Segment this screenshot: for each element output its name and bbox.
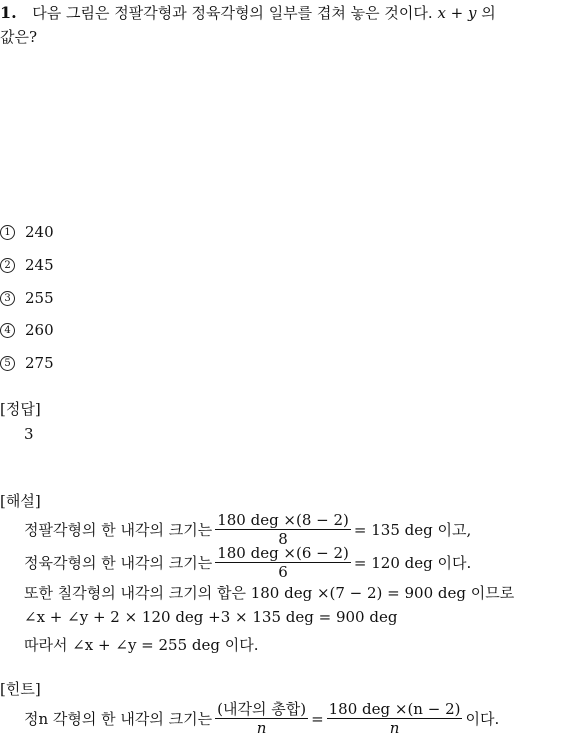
choice-mark: 5 — [0, 356, 15, 371]
hint-text: 정n 각형의 한 내각의 크기는 — [24, 710, 213, 728]
fraction-numerator: 180 deg ×(8 − 2) — [217, 511, 349, 529]
explanation-text: 정팔각형의 한 내각의 크기는 — [24, 521, 213, 539]
question-line-1 — [0, 2, 496, 23]
answer-heading: [정답] — [0, 400, 41, 418]
choice-5[interactable] — [0, 354, 54, 372]
fraction — [215, 700, 308, 737]
fraction — [215, 544, 351, 581]
explanation-line-3: 또한 칠각형의 내각의 크기의 합은 180 deg ×(7 − 2) = 900 deg 이므로 — [24, 584, 515, 602]
answer-value: 3 — [24, 425, 34, 443]
fraction-denominator: n — [256, 719, 267, 737]
explanation-text: = 135 deg 이고, — [353, 521, 472, 539]
question-number: 1. — [0, 3, 17, 22]
fraction — [327, 700, 463, 737]
explanation-line-2 — [24, 544, 471, 581]
hint-text: 이다. — [465, 710, 500, 728]
fraction-denominator: n — [389, 719, 400, 737]
choice-value: 245 — [25, 256, 54, 274]
choice-value: 260 — [25, 321, 54, 339]
fraction-denominator: 6 — [278, 563, 288, 581]
fraction-numerator: 180 deg ×(n − 2) — [328, 700, 461, 718]
fraction-numerator: 180 deg ×(6 − 2) — [217, 544, 349, 562]
fraction — [215, 511, 351, 548]
choice-value: 255 — [25, 289, 54, 307]
explanation-text: 정육각형의 한 내각의 크기는 — [24, 554, 213, 572]
explanation-heading: [해설] — [0, 492, 41, 510]
question-line-2: 값은? — [0, 28, 38, 46]
choice-1[interactable] — [0, 223, 54, 241]
choice-value: 275 — [25, 354, 54, 372]
question-math: x + y — [437, 4, 477, 22]
hint-heading: [힌트] — [0, 680, 41, 698]
explanation-line-1 — [24, 511, 471, 548]
question-text: 다음 그림은 정팔각형과 정육각형의 일부를 겹쳐 놓은 것이다. — [32, 4, 433, 22]
choice-4[interactable] — [0, 321, 54, 339]
hint-line — [24, 700, 499, 737]
choice-mark: 4 — [0, 323, 15, 338]
fraction-denominator: 8 — [278, 530, 288, 548]
explanation-text: = 120 deg 이다. — [353, 554, 472, 572]
question-text-end: 의 — [481, 4, 496, 22]
choice-3[interactable] — [0, 289, 54, 307]
choice-mark: 3 — [0, 291, 15, 306]
explanation-line-4: ∠x + ∠y + 2 × 120 deg +3 × 135 deg = 900 deg — [24, 608, 398, 626]
fraction-numerator: (내각의 총합) — [217, 700, 307, 718]
choice-mark: 2 — [0, 258, 15, 273]
choice-2[interactable] — [0, 256, 54, 274]
equals-sign: = — [311, 709, 324, 728]
choice-mark: 1 — [0, 225, 15, 240]
choice-value: 240 — [25, 223, 54, 241]
explanation-line-5: 따라서 ∠x + ∠y = 255 deg 이다. — [24, 636, 259, 654]
